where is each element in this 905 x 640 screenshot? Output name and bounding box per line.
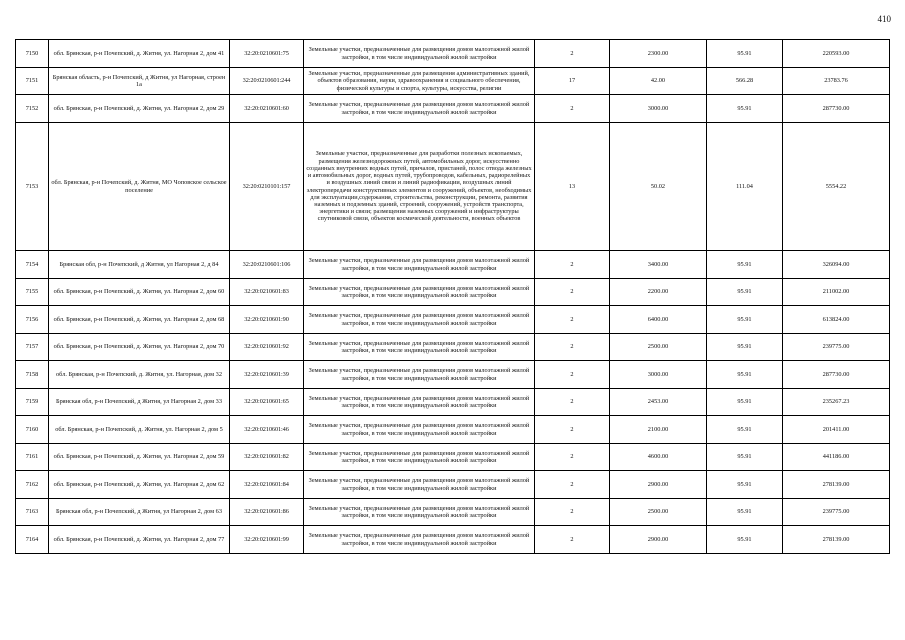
area-cell: 2453.00 (610, 389, 707, 416)
land-purpose-cell: Земельные участки, предназначенные для размещения домов малоэтажной жилой застройки, в том числе индивидуальной жилой застройки (304, 361, 535, 389)
cadastral-value-cell: 23783.76 (783, 68, 890, 95)
land-purpose-cell: Земельные участки, предназначенные для размещения домов малоэтажной жилой застройки, в том числе индивидуальной жилой застройки (304, 95, 535, 123)
table-row (16, 95, 890, 123)
cadastral-number-cell: 32:20:0210601:92 (230, 334, 304, 361)
address-cell: обл. Брянская, р-н Почепский, д. Житня, ул. Нагорная 2, дом 68 (49, 306, 230, 334)
land-purpose-cell: Земельные участки, предназначенные для размещения домов малоэтажной жилой застройки, в том числе индивидуальной жилой застройки (304, 471, 535, 499)
area-cell: 2300.00 (610, 40, 707, 68)
cadastral-value-cell: 326094.00 (783, 251, 890, 279)
area-cell: 2500.00 (610, 334, 707, 361)
cadastral-number-cell: 32:20:0210601:84 (230, 471, 304, 499)
group-cell: 2 (535, 361, 610, 389)
unit-value-cell: 95.91 (707, 251, 783, 279)
address-cell: обл. Брянская, р-н Почепский, д. Житня, ул. Нагорная 2, дом 70 (49, 334, 230, 361)
area-cell: 6400.00 (610, 306, 707, 334)
cadastral-number-cell: 32:20:0210101:157 (230, 123, 304, 251)
unit-value-cell: 111.04 (707, 123, 783, 251)
table-row (16, 499, 890, 526)
row-number: 7157 (16, 334, 49, 361)
table-row (16, 416, 890, 444)
group-cell: 17 (535, 68, 610, 95)
unit-value-cell: 95.91 (707, 334, 783, 361)
address-cell: обл. Брянская, р-н Почепский, д. Житня, ул. Нагорная, дом 32 (49, 361, 230, 389)
group-cell: 13 (535, 123, 610, 251)
unit-value-cell: 95.91 (707, 361, 783, 389)
row-number: 7158 (16, 361, 49, 389)
land-purpose-cell: Земельные участки, предназначенные для размещения домов малоэтажной жилой застройки, в том числе индивидуальной жилой застройки (304, 499, 535, 526)
group-cell: 2 (535, 444, 610, 471)
row-number: 7164 (16, 526, 49, 554)
land-purpose-cell: Земельные участки, предназначенные для размещения домов малоэтажной жилой застройки, в том числе индивидуальной жилой застройки (304, 334, 535, 361)
cadastral-value-cell: 201411.00 (783, 416, 890, 444)
address-cell: обл. Брянская, р-н Почепский, д. Житня, ул. Нагорная 2, дом 29 (49, 95, 230, 123)
land-purpose-cell: Земельные участки, предназначенные для размещения домов малоэтажной жилой застройки, в том числе индивидуальной жилой застройки (304, 416, 535, 444)
cadastral-value-cell: 235267.23 (783, 389, 890, 416)
table-row (16, 68, 890, 95)
address-cell: обл. Брянская, р-н Почепский, д. Житня, ул. Нагорная 2, дом 41 (49, 40, 230, 68)
cadastral-value-cell: 5554.22 (783, 123, 890, 251)
land-purpose-cell: Земельные участки, предназначенные для размещения административных зданий, объектов образования, науки, здравоохранения и социального обеспечения, физической культуры и спорта, культуры, искусства, религии (304, 68, 535, 95)
area-cell: 2900.00 (610, 526, 707, 554)
address-cell: Брянская обл, р-н Почепский, д Житня, ул Нагорная 2, дом 33 (49, 389, 230, 416)
row-number: 7161 (16, 444, 49, 471)
cadastral-number-cell: 32:20:0210601:86 (230, 499, 304, 526)
row-number: 7153 (16, 123, 49, 251)
address-cell: обл. Брянская, р-н Почепский, д. Житня, ул. Нагорная 2, дом 62 (49, 471, 230, 499)
table-body (16, 40, 890, 554)
area-cell: 50.02 (610, 123, 707, 251)
table-row (16, 389, 890, 416)
area-cell: 42.00 (610, 68, 707, 95)
row-number: 7162 (16, 471, 49, 499)
table-row (16, 279, 890, 306)
row-number: 7151 (16, 68, 49, 95)
table-row (16, 334, 890, 361)
land-purpose-cell: Земельные участки, предназначенные для размещения домов малоэтажной жилой застройки, в том числе индивидуальной жилой застройки (304, 389, 535, 416)
cadastral-number-cell: 32:20:0210601:60 (230, 95, 304, 123)
address-cell: обл. Брянская, р-н Почепский, д. Житня, ул. Нагорная 2, дом 77 (49, 526, 230, 554)
cadastral-number-cell: 32:20:0210601:106 (230, 251, 304, 279)
group-cell: 2 (535, 471, 610, 499)
land-purpose-cell: Земельные участки, предназначенные для размещения домов малоэтажной жилой застройки, в том числе индивидуальной жилой застройки (304, 251, 535, 279)
row-number: 7159 (16, 389, 49, 416)
address-cell: Брянская область, р-н Почепский, д Житня, ул Нагорная, строен 1а (49, 68, 230, 95)
group-cell: 2 (535, 416, 610, 444)
table-row (16, 40, 890, 68)
cadastral-number-cell: 32:20:0210601:90 (230, 306, 304, 334)
group-cell: 2 (535, 499, 610, 526)
table-row (16, 526, 890, 554)
cadastral-value-cell: 613824.00 (783, 306, 890, 334)
cadastral-value-cell: 220593.00 (783, 40, 890, 68)
cadastral-number-cell: 32:20:0210601:75 (230, 40, 304, 68)
table-row (16, 361, 890, 389)
cadastral-number-cell: 32:20:0210601:46 (230, 416, 304, 444)
land-purpose-cell: Земельные участки, предназначенные для размещения домов малоэтажной жилой застройки, в том числе индивидуальной жилой застройки (304, 40, 535, 68)
area-cell: 2100.00 (610, 416, 707, 444)
table-row (16, 251, 890, 279)
cadastral-number-cell: 32:20:0210601:39 (230, 361, 304, 389)
row-number: 7152 (16, 95, 49, 123)
area-cell: 3400.00 (610, 251, 707, 279)
group-cell: 2 (535, 251, 610, 279)
cadastral-value-cell: 287730.00 (783, 361, 890, 389)
page-number: 410 (877, 14, 891, 24)
address-cell: обл. Брянская, р-н Почепский, д. Житня, ул. Нагорная 2, дом 5 (49, 416, 230, 444)
cadastral-value-cell: 287730.00 (783, 95, 890, 123)
unit-value-cell: 95.91 (707, 416, 783, 444)
table-row (16, 123, 890, 251)
area-cell: 3000.00 (610, 95, 707, 123)
unit-value-cell: 95.91 (707, 444, 783, 471)
group-cell: 2 (535, 40, 610, 68)
address-cell: обл. Брянская, р-н Почепский, д. Житня, МО Чоповское сельское поселение (49, 123, 230, 251)
group-cell: 2 (535, 306, 610, 334)
unit-value-cell: 95.91 (707, 499, 783, 526)
area-cell: 2200.00 (610, 279, 707, 306)
land-register-table (15, 39, 890, 554)
row-number: 7156 (16, 306, 49, 334)
group-cell: 2 (535, 279, 610, 306)
land-purpose-cell: Земельные участки, предназначенные для размещения домов малоэтажной жилой застройки, в том числе индивидуальной жилой застройки (304, 306, 535, 334)
cadastral-value-cell: 278139.00 (783, 471, 890, 499)
unit-value-cell: 95.91 (707, 40, 783, 68)
unit-value-cell: 95.91 (707, 389, 783, 416)
group-cell: 2 (535, 334, 610, 361)
group-cell: 2 (535, 95, 610, 123)
row-number: 7154 (16, 251, 49, 279)
row-number: 7155 (16, 279, 49, 306)
table-row (16, 444, 890, 471)
row-number: 7163 (16, 499, 49, 526)
area-cell: 4600.00 (610, 444, 707, 471)
area-cell: 3000.00 (610, 361, 707, 389)
cadastral-value-cell: 441186.00 (783, 444, 890, 471)
cadastral-value-cell: 239775.00 (783, 334, 890, 361)
unit-value-cell: 95.91 (707, 471, 783, 499)
unit-value-cell: 95.91 (707, 279, 783, 306)
group-cell: 2 (535, 389, 610, 416)
unit-value-cell: 95.91 (707, 526, 783, 554)
area-cell: 2500.00 (610, 499, 707, 526)
cadastral-number-cell: 32:20:0210601:99 (230, 526, 304, 554)
cadastral-value-cell: 278139.00 (783, 526, 890, 554)
table-row (16, 471, 890, 499)
row-number: 7150 (16, 40, 49, 68)
row-number: 7160 (16, 416, 49, 444)
land-purpose-cell: Земельные участки, предназначенные для размещения домов малоэтажной жилой застройки, в том числе индивидуальной жилой застройки (304, 526, 535, 554)
area-cell: 2900.00 (610, 471, 707, 499)
cadastral-number-cell: 32:20:0210601:83 (230, 279, 304, 306)
address-cell: Брянская обл, р-н Почепский, д Житня, ул Нагорная 2, дом 63 (49, 499, 230, 526)
unit-value-cell: 95.91 (707, 306, 783, 334)
address-cell: Брянская обл, р-н Почепский, д Житня, ул Нагорная 2, д 84 (49, 251, 230, 279)
land-purpose-cell: Земельные участки, предназначенные для размещения домов малоэтажной жилой застройки, в том числе индивидуальной жилой застройки (304, 279, 535, 306)
land-purpose-cell: Земельные участки, предназначенные для разработки полезных ископаемых, размещения железнодорожных путей, автомобильных дорог, искусственно созданных внутренних водных путей, причалов, пристаней, полос отвода железных и автомобильных дорог, водных путей, трубопроводов, кабельных, радиорелейных и воздушных линий связи и линий радиофикации, воздушных линий электропередачи конструктивных элементов и сооружений, объектов, необходимых для эксплуатации,содержания, строительства, реконструкции, ремонта, развития наземных и подземных зданий, строений, сооружений, устройств транспорта, энергетики и связи; размещения наземных сооружений и инфраструктуры спутниковой связи, объектов космической деятельности, военных объектов (304, 123, 535, 251)
cadastral-value-cell: 239775.00 (783, 499, 890, 526)
cadastral-value-cell: 211002.00 (783, 279, 890, 306)
unit-value-cell: 95.91 (707, 95, 783, 123)
group-cell: 2 (535, 526, 610, 554)
address-cell: обл. Брянская, р-н Почепский, д. Житня, ул. Нагорная 2, дом 60 (49, 279, 230, 306)
unit-value-cell: 566.28 (707, 68, 783, 95)
cadastral-number-cell: 32:20:0210601:65 (230, 389, 304, 416)
cadastral-number-cell: 32:20:0210601:244 (230, 68, 304, 95)
address-cell: обл. Брянская, р-н Почепский, д. Житня, ул. Нагорная 2, дом 59 (49, 444, 230, 471)
land-purpose-cell: Земельные участки, предназначенные для размещения домов малоэтажной жилой застройки, в том числе индивидуальной жилой застройки (304, 444, 535, 471)
table-row (16, 306, 890, 334)
cadastral-number-cell: 32:20:0210601:82 (230, 444, 304, 471)
